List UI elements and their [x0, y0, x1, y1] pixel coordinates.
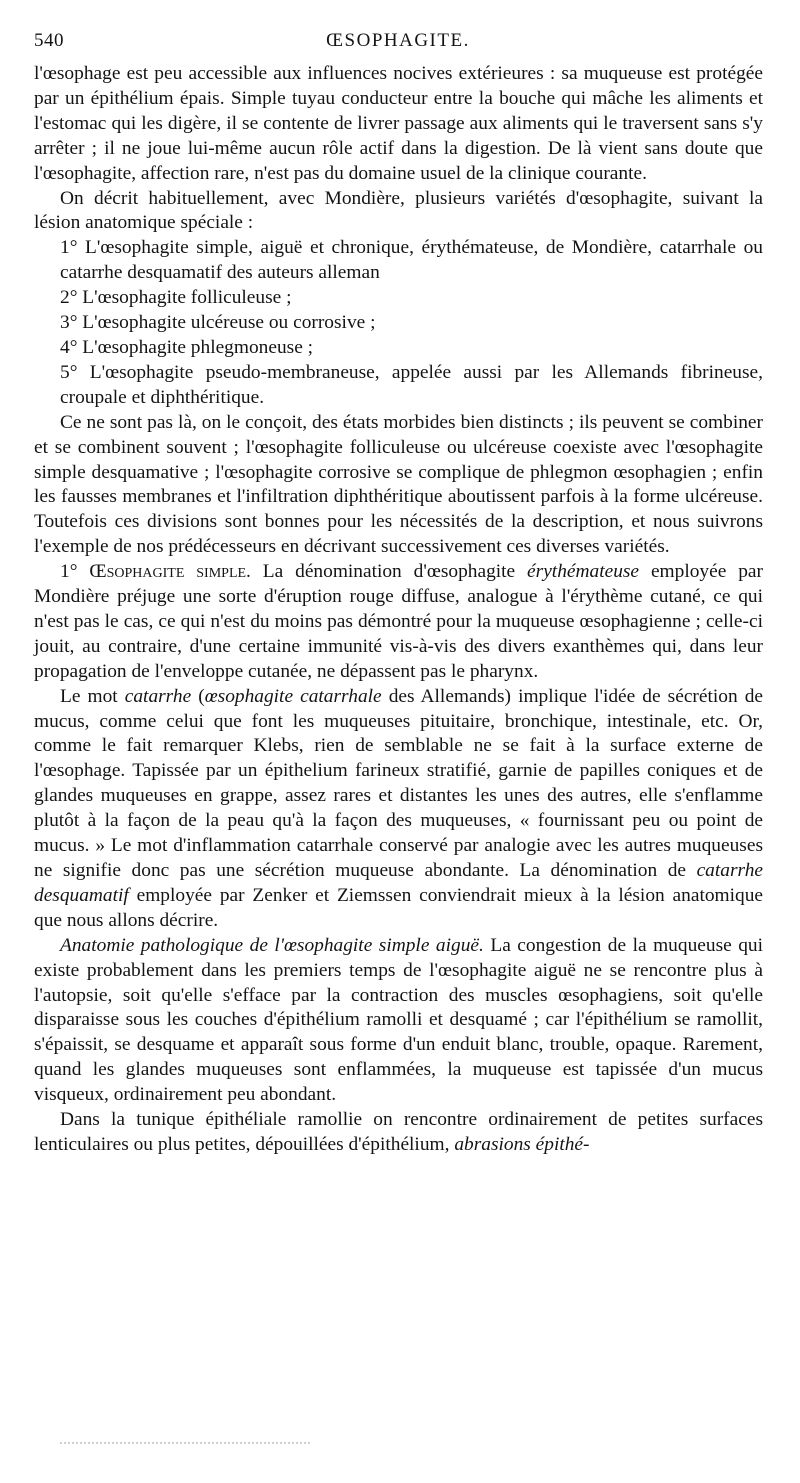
footer-rule	[60, 1442, 310, 1448]
page-body	[34, 62, 763, 1158]
section-number: 1°	[60, 561, 90, 583]
paragraph-1: l'œsophage est peu accessible aux influences nocives extérieures : sa muqueuse est protégée par un épithélium épais. Simple tuyau conducteur entre la bouche qui mâche les aliments et l'estomac qui les digère, il se contente de livrer passage aux aliments qui le traversent sans s'y arrêter ; il ne joue lui-même aucun rôle actif dans la digestion. De là vient sans doute que l'œsophagite, affection rare, n'est pas du domaine usuel de la clinique courante.	[34, 63, 763, 184]
paragraph-5	[34, 685, 763, 934]
paragraph-4-text-b: employée par Mondière préjuge une sorte d'éruption rouge diffuse, analogue à l'érythème cutané, ce qui n'est pas le cas, ce qui n'est du moins pas démontré pour la muqueuse œsophagienne ; celle-ci jouit, au contraire, d'une certaine immunité vis-à-vis des divers exanthèmes qui, dans leur propagation de l'enveloppe cutanée, ne dépassent pas le pharynx.	[34, 561, 763, 682]
paragraph-5-emphasis-3: catarrhe desquamatif	[34, 860, 763, 906]
paragraph-5-emphasis-1: catarrhe	[124, 685, 192, 707]
paragraph-3: Ce ne sont pas là, on le conçoit, des états morbides bien distincts ; ils peuvent se combiner et se combinent souvent ; l'œsophagite folliculeuse ou ulcéreuse coexiste avec l'œsophagite simple desquamative ; l'œsophagite corrosive se complique de phlegmon œsophagien ; enfin les fausses membranes et l'infiltration diphthéritique aboutissent parfois à la forme ulcéreuse. Toutefois ces divisions sont bonnes pour les nécessités de la description, et nous suivrons l'exemple de nos prédécesseurs en décrivant successivement ces diverses variétés.	[34, 411, 763, 558]
paragraph-4-text-a: La dénomination d'œsophagite	[250, 561, 528, 583]
paragraph-7-emphasis: abrasions épithé-	[454, 1133, 590, 1155]
paragraph-7	[34, 1108, 763, 1158]
list-item-4: 4° L'œsophagite phlegmoneuse ;	[60, 336, 314, 358]
subsection-heading: Anatomie pathologique de l'œsophagite simple aiguë.	[60, 934, 484, 956]
paragraph-6	[34, 934, 763, 1108]
list-item-1: 1° L'œsophagite simple, aiguë et chronique, érythémateuse, de Mondière, catarrhale ou catarrhe desquamatif des auteurs alleman	[60, 237, 763, 284]
paragraph-5-emphasis-2: œsophagite catarrhale	[204, 685, 382, 707]
paragraph-4-emphasis: érythémateuse	[527, 561, 640, 583]
paragraph-5-text-a: Le mot	[60, 685, 125, 707]
running-title: ŒSOPHAGITE.	[326, 30, 470, 51]
list-item-3: 3° L'œsophagite ulcéreuse ou corrosive ;	[60, 312, 376, 334]
list-item-2: 2° L'œsophagite folliculeuse ;	[60, 287, 292, 309]
section-heading: Œsophagite simple.	[89, 561, 251, 583]
paragraph-4	[34, 560, 763, 685]
paragraph-6-text: La congestion de la muqueuse qui existe probablement dans les premiers temps de l'œsophagite aiguë ne se rencontre plus à l'autopsie, soit qu'elle s'efface par la contraction des muscles œsophagiens, soit qu'elle disparaisse sous les couches d'épithélium ramolli et desquamé ; car l'épithélium se ramollit, s'épaissit, se desquame et apparaît sous forme d'un enduit blanc, trouble, opaque. Rarement, quand les glandes muqueuses sont enflammées, la muqueuse est tapissée d'un mucus visqueux, ordinairement peu abondant.	[34, 934, 763, 1106]
page-number: 540	[34, 30, 64, 51]
paragraph-5-text-d: employée par Zenker et Ziemssen conviendrait mieux à la lésion anatomique que nous allons décrire.	[34, 884, 763, 931]
paragraph-7-text: Dans la tunique épithéliale ramollie on rencontre ordinairement de petites surfaces lenticulaires ou plus petites, dépouillées d'épithélium,	[34, 1109, 763, 1155]
page-header	[34, 30, 762, 60]
paragraph-5-text-b: (	[191, 685, 205, 707]
paragraph-2: On décrit habituellement, avec Mondière, plusieurs variétés d'œsophagite, suivant la lésion anatomique spéciale :	[34, 187, 763, 234]
list-item-5: 5° L'œsophagite pseudo-membraneuse, appelée aussi par les Allemands fibrineuse, croupale et diphthéritique.	[60, 361, 763, 408]
paragraph-5-text-c: des Allemands) implique l'idée de sécrétion de mucus, comme celui que font les muqueuses pituitaire, bronchique, intestinale, etc. Or, comme le fait remarquer Klebs, rien de semblable ne se fait à la surface externe de l'œsophage. Tapissée par un épithelium farineux stratifié, garnie de papilles coniques et de glandes muqueuses en grappe, assez rares et distantes les unes des autres, elle s'enflamme plutôt à la façon de la peau qu'à la façon des muqueuses, « fournissant peu ou point de mucus. » Le mot d'inflammation catarrhale conservé par analogie avec les autres muqueuses ne signifie donc pas une sécrétion muqueuse abondante. La dénomination de	[34, 685, 764, 881]
